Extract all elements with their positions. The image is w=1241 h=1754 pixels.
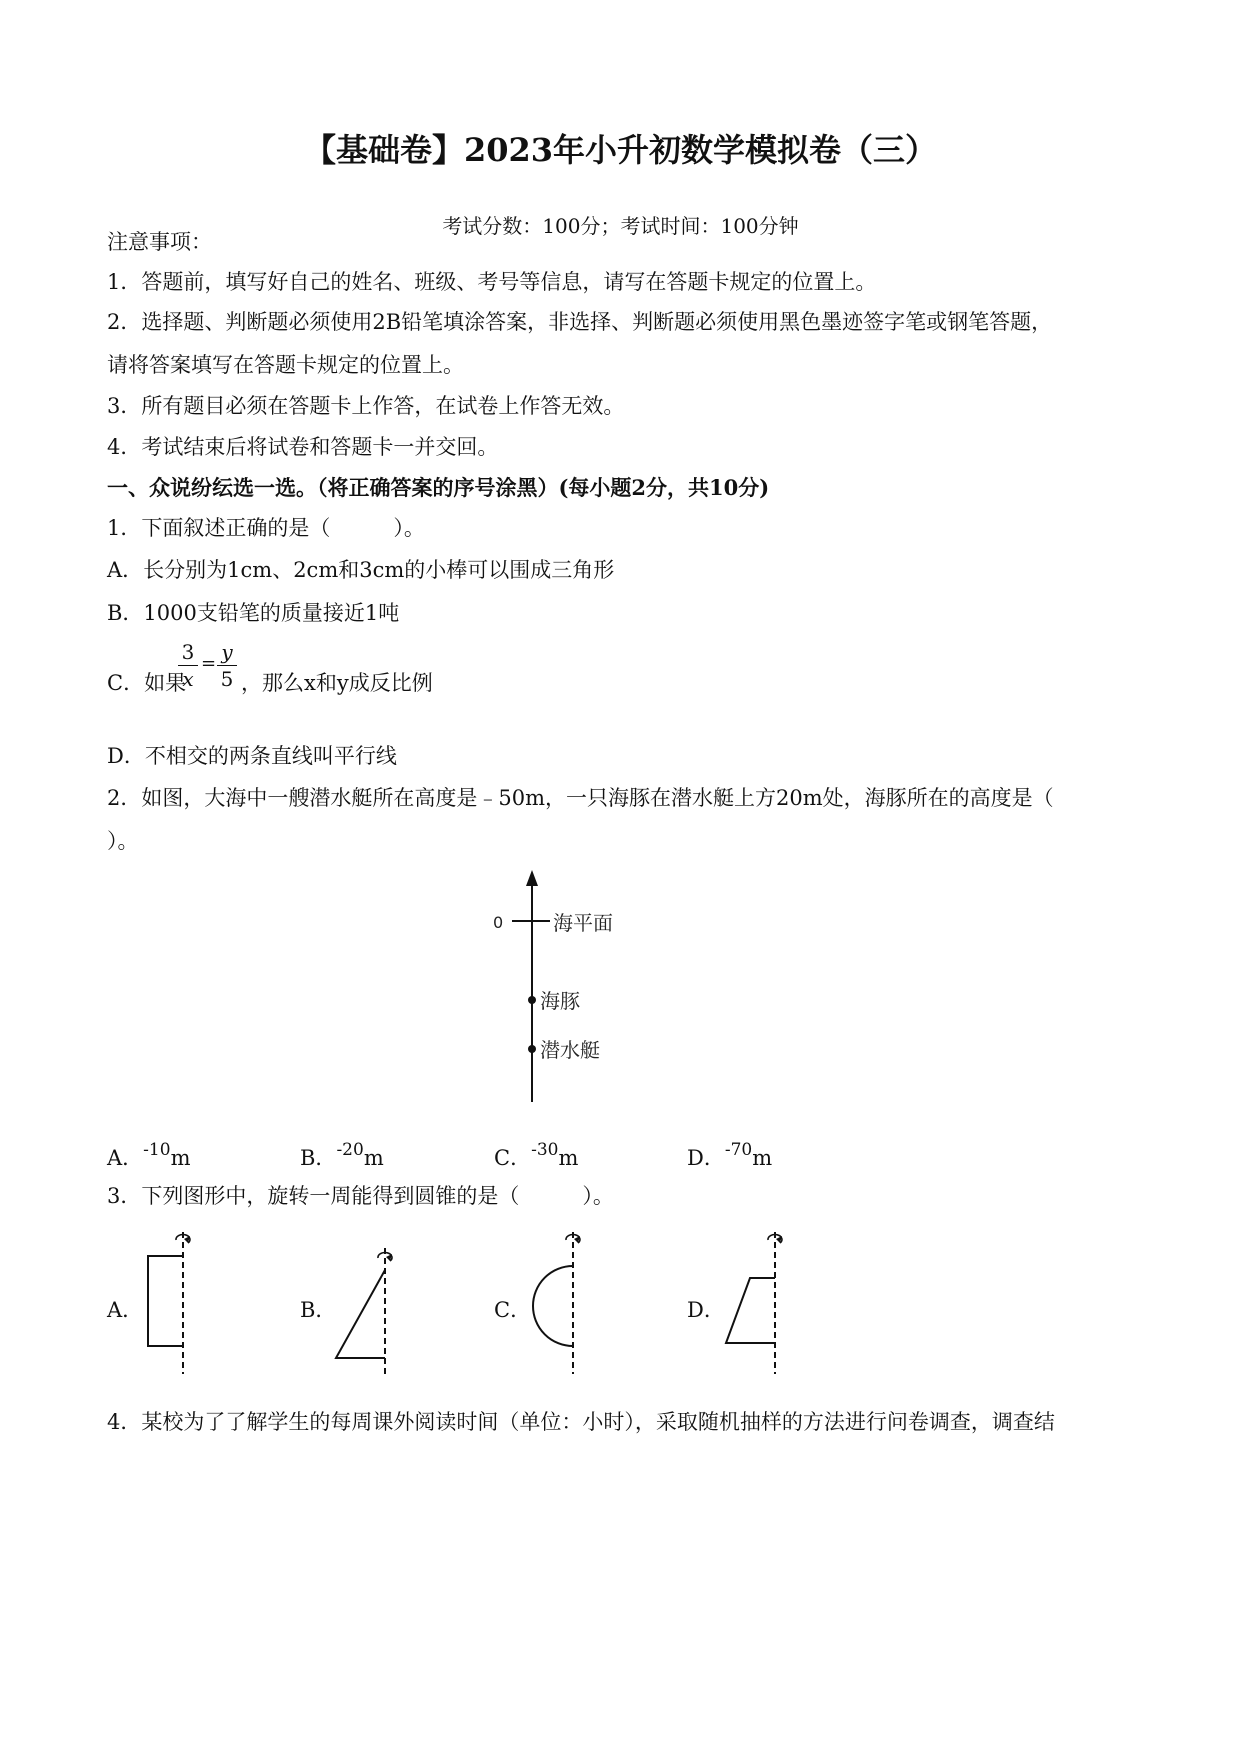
rectangle-shape — [148, 1256, 183, 1346]
triangle-shape — [336, 1270, 385, 1358]
option-unit: m — [363, 1146, 384, 1170]
q3-option-c-label: C． — [494, 1298, 532, 1322]
section-heading: 一、众说纷纭选一选。（将正确答案的序号涂黑）(每小题2分，共10分) — [107, 475, 770, 500]
option-value: -10 — [143, 1140, 171, 1160]
dolphin-point — [528, 996, 536, 1004]
option-unit: m — [170, 1146, 191, 1170]
note-item: 2．选择题、判断题必须使用2B铅笔填涂答案，非选择、判断题必须使用黑色墨迹签字笔或钢笔答题， — [107, 310, 1053, 334]
submarine-point — [528, 1045, 536, 1053]
zero-label: 0 — [493, 913, 504, 932]
dolphin-label: 海豚 — [540, 989, 580, 1013]
option-unit: m — [752, 1146, 773, 1170]
question-1-stem: 1．下面叙述正确的是（ ）。 — [107, 516, 425, 540]
q2-option-c — [494, 1140, 579, 1170]
q2-option-d — [687, 1140, 773, 1170]
option-letter: B． — [300, 1146, 337, 1170]
q3-option-d-label: D． — [687, 1298, 725, 1322]
q1-option-b: B．1000支铅笔的质量接近1吨 — [107, 601, 400, 625]
q2-option-b — [300, 1140, 384, 1170]
option-value: -20 — [336, 1140, 364, 1160]
option-letter: A． — [107, 1146, 144, 1170]
q3-option-a-label: A． — [107, 1298, 144, 1322]
fraction-numerator: y — [221, 640, 233, 664]
submarine-label: 潜水艇 — [540, 1038, 600, 1062]
option-letter: C． — [494, 1146, 532, 1170]
option-value: -30 — [531, 1140, 559, 1160]
question-2-stem: 2．如图，大海中一艘潜水艇所在高度是﹣50m，一只海豚在潜水艇上方20m处，海豚所在的高度是（ — [107, 786, 1054, 810]
q1-option-c-suffix: ，那么x和y成反比例 — [241, 671, 433, 695]
question-3-stem: 3．下列图形中，旋转一周能得到圆锥的是（ ）。 — [107, 1184, 614, 1208]
note-item: 1．答题前，填写好自己的姓名、班级、考号等信息，请写在答题卡规定的位置上。 — [107, 270, 877, 294]
fraction-numerator: 3 — [181, 640, 195, 664]
arrow-up-icon — [526, 870, 538, 886]
fraction-bar — [217, 665, 237, 666]
option-letter: D． — [687, 1146, 725, 1170]
q1-option-d: D．不相交的两条直线叫平行线 — [107, 744, 397, 768]
q1-option-a: A．长分别为1cm、2cm和3cm的小棒可以围成三角形 — [107, 558, 615, 582]
triangle-rotation-figure — [328, 1240, 408, 1380]
q2-option-a — [107, 1140, 191, 1170]
rectangle-rotation-figure — [140, 1226, 210, 1376]
sea-level-label: 海平面 — [553, 911, 613, 935]
page-title: 【基础卷】2023年小升初数学模拟卷（三） — [303, 131, 938, 169]
fraction-denominator: x — [182, 667, 194, 691]
fraction-denominator: 5 — [220, 667, 234, 691]
option-value: -70 — [724, 1140, 753, 1160]
semicircle-rotation-figure — [526, 1226, 606, 1376]
question-2-stem-cont: ）。 — [107, 829, 139, 853]
question-4-stem: 4．某校为了了解学生的每周课外阅读时间（单位：小时），采取随机抽样的方法进行问卷调查，调查结 — [107, 1410, 1055, 1434]
option-unit: m — [558, 1146, 579, 1170]
note-item: 请将答案填写在答题卡规定的位置上。 — [107, 353, 464, 377]
trapezoid-rotation-figure — [716, 1226, 806, 1376]
fraction-bar — [178, 665, 198, 666]
note-item: 4．考试结束后将试卷和答题卡一并交回。 — [107, 435, 499, 459]
semicircle-shape — [533, 1266, 573, 1346]
sea-level-number-line-figure — [480, 868, 640, 1108]
trapezoid-shape — [726, 1278, 775, 1343]
fraction-3-over-x — [178, 642, 198, 689]
note-item: 3．所有题目必须在答题卡上作答，在试卷上作答无效。 — [107, 394, 625, 418]
q1-option-c-prefix: C．如果 — [107, 671, 187, 695]
q3-option-b-label: B． — [300, 1298, 337, 1322]
equals-sign: = — [201, 653, 217, 674]
fraction-y-over-5 — [217, 642, 237, 689]
notes-heading: 注意事项： — [107, 230, 212, 254]
exam-info: 考试分数：100分；考试时间：100分钟 — [442, 214, 799, 238]
